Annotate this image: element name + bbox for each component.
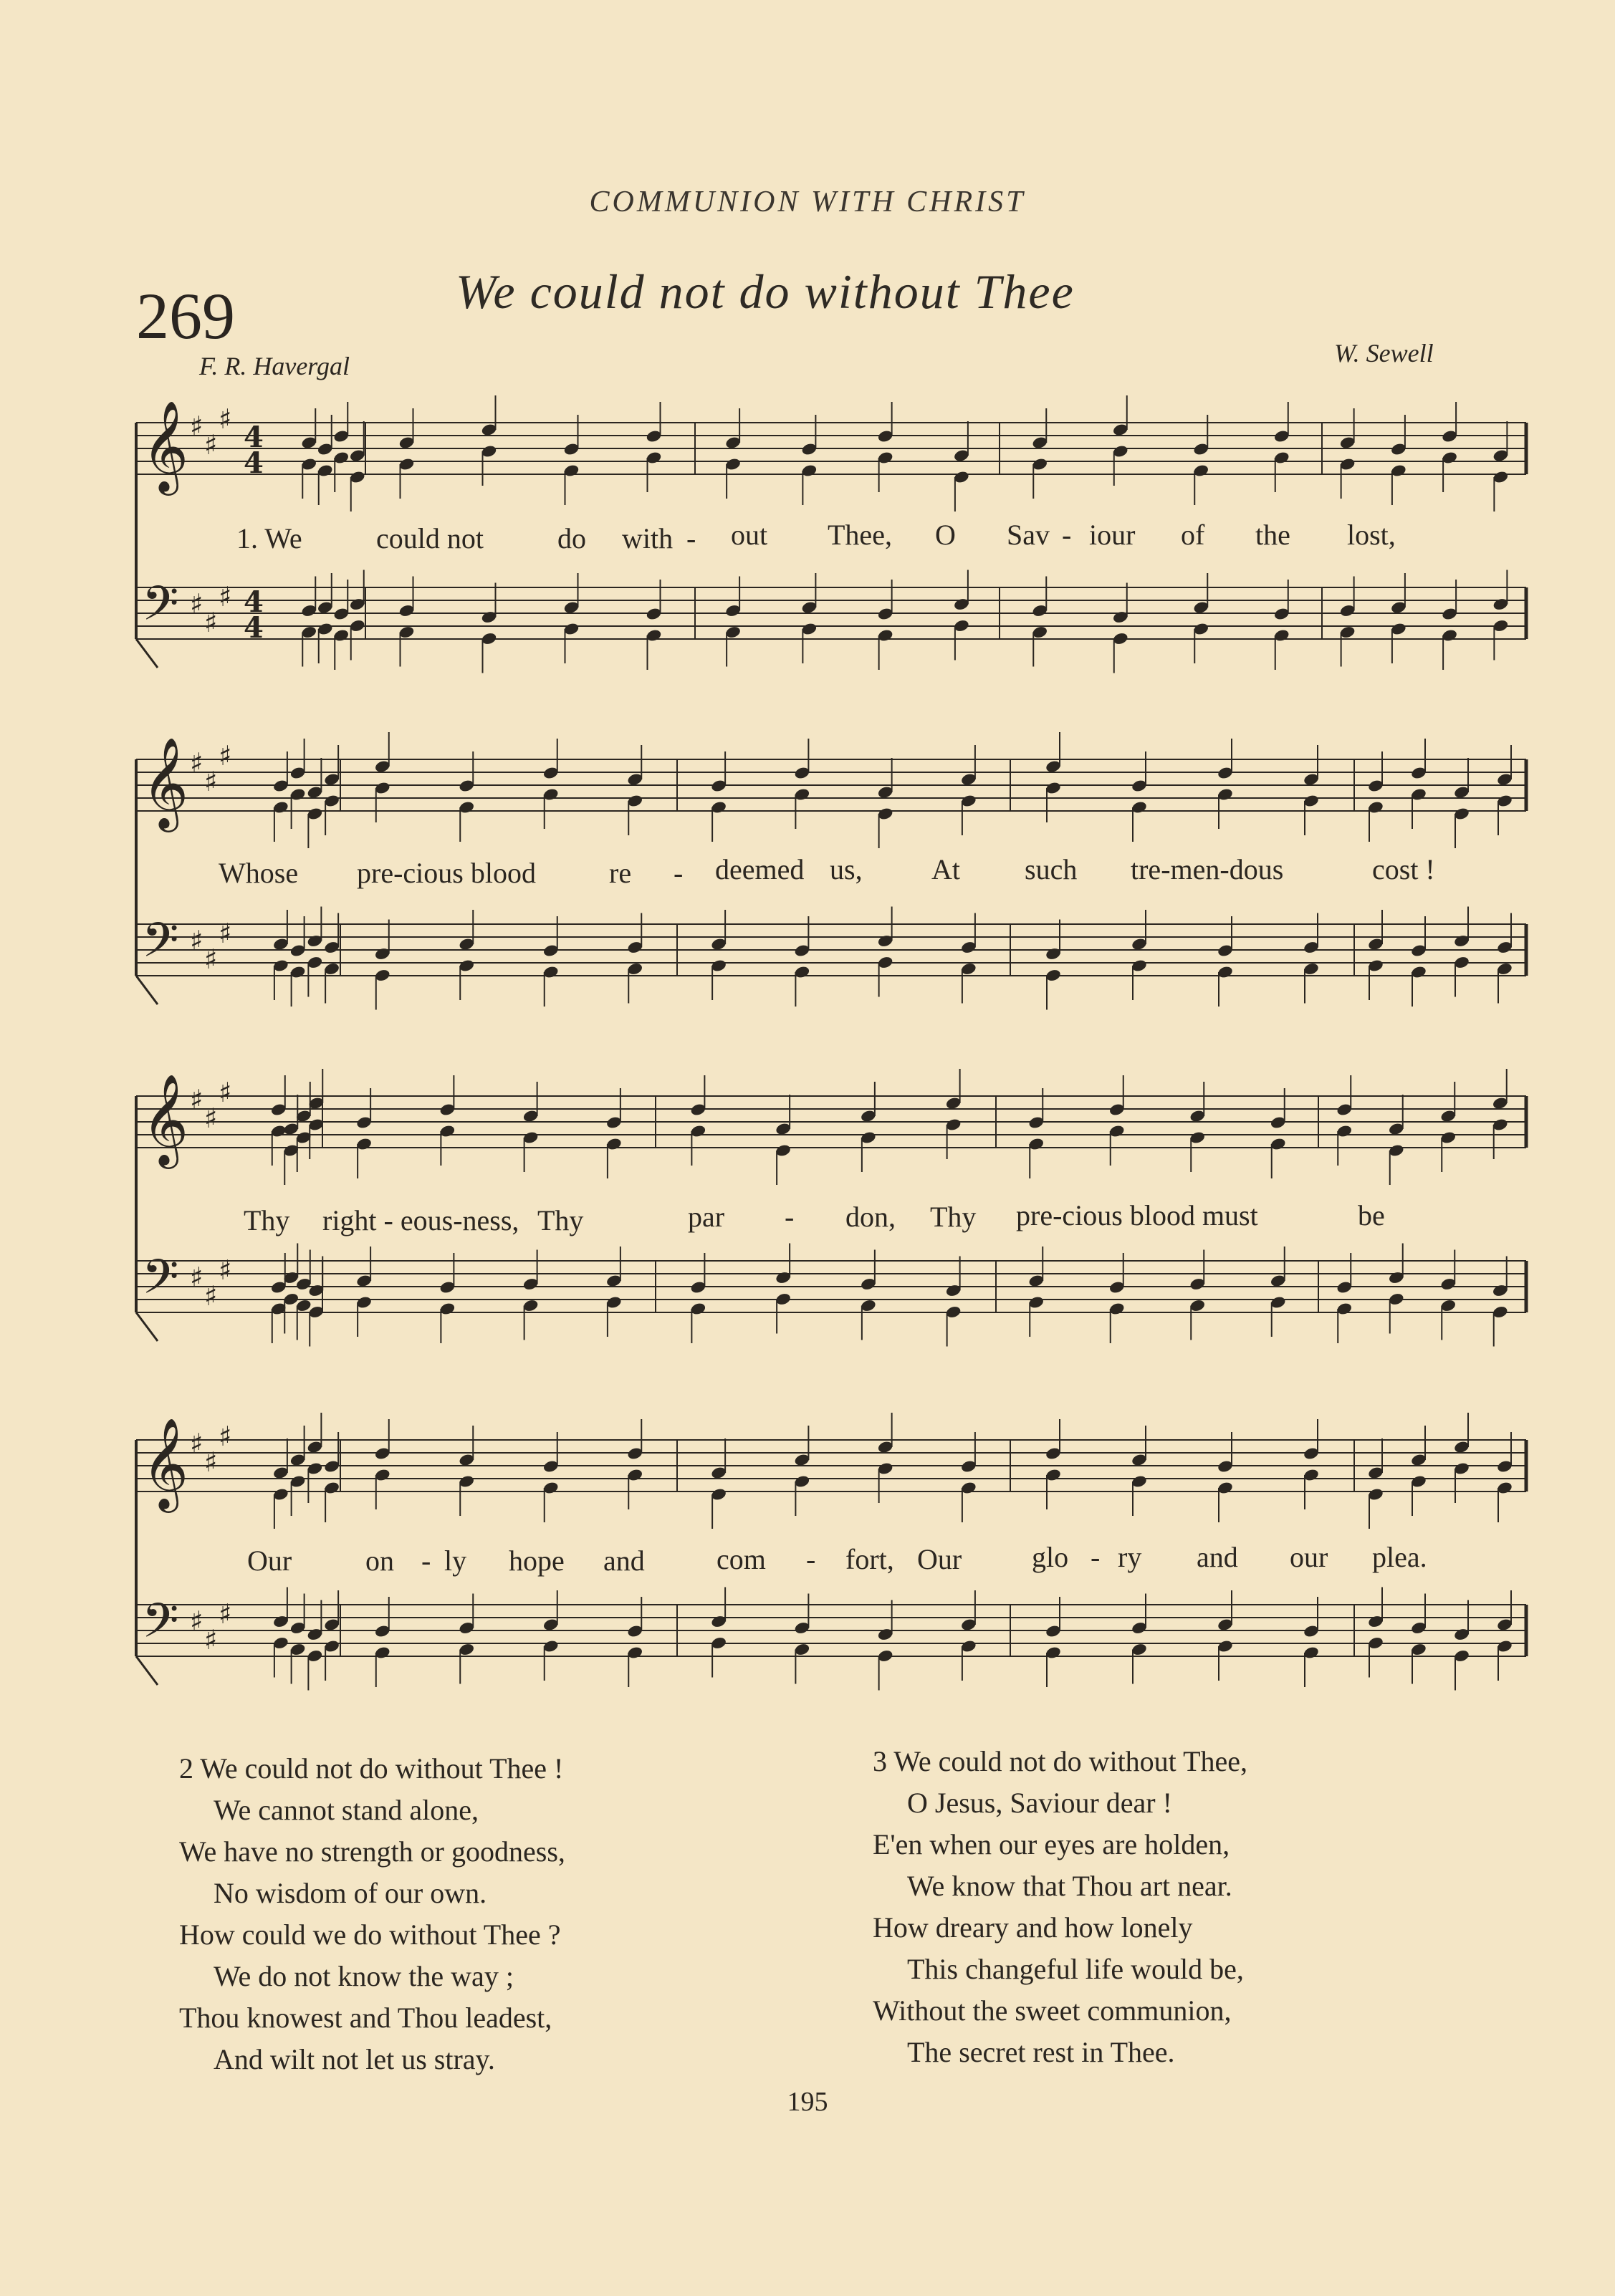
sharp-icon: ♯	[204, 943, 218, 975]
lyric-word: with	[622, 522, 674, 554]
sharp-icon: ♯	[219, 918, 232, 949]
verse-line: How could we do without Thee ?	[179, 1918, 561, 1951]
verse-line: E'en when our eyes are holden,	[873, 1828, 1230, 1860]
music-system-3	[129, 1060, 1533, 1368]
lyric-word: deemed	[715, 853, 805, 885]
verse-line: How dreary and how lonely	[873, 1911, 1193, 1944]
hymn-title: We could not do without Thee	[456, 264, 1075, 319]
lyric-word: plea.	[1372, 1541, 1427, 1573]
lyric-word: Whose	[219, 857, 299, 889]
lyric-word: glo	[1032, 1541, 1069, 1573]
hymn-number: 269	[136, 279, 235, 352]
time-signature-digit: 4	[244, 421, 264, 454]
lyric-word: and	[1197, 1541, 1238, 1573]
verse-line: 2 We could not do without Thee !	[179, 1752, 564, 1785]
lyric-word: such	[1025, 853, 1078, 885]
music-system-4	[129, 1404, 1533, 1712]
composer-credit: W. Sewell	[1334, 339, 1434, 368]
bass-clef-icon: 𝄢	[142, 576, 179, 643]
bracket-tail	[136, 1656, 158, 1685]
lyric-word: our	[1290, 1541, 1328, 1573]
verse-line: O Jesus, Saviour dear !	[907, 1787, 1172, 1819]
treble-clef-icon: 𝄞	[142, 1417, 189, 1509]
lyric-word: right - eous-ness,	[322, 1204, 519, 1236]
sharp-icon: ♯	[219, 403, 232, 435]
lyric-word: pre-cious blood	[357, 857, 536, 889]
lyric-word: Sav	[1007, 519, 1050, 551]
verse-3	[873, 1741, 1247, 2073]
lyric-word: the	[1255, 519, 1290, 551]
verse-line: And wilt not let us stray.	[214, 2043, 495, 2075]
verse-line: Thou knowest and Thou leadest,	[179, 2002, 552, 2034]
sharp-icon: ♯	[190, 410, 203, 442]
lyric-word: be	[1358, 1199, 1385, 1231]
sharp-icon: ♯	[219, 740, 232, 772]
verse-line: The secret rest in Thee.	[907, 2036, 1175, 2068]
lyric-word: hope	[509, 1545, 565, 1577]
bass-clef-icon: 𝄢	[142, 1593, 179, 1660]
verse-line: We know that Thou art near.	[907, 1870, 1232, 1902]
lyric-word: lost,	[1347, 519, 1396, 551]
lyric-word: and	[603, 1545, 645, 1577]
sharp-icon: ♯	[190, 1084, 203, 1115]
sharp-icon: ♯	[204, 1446, 218, 1478]
sharp-icon: ♯	[190, 747, 203, 779]
lyric-word: O	[935, 519, 956, 551]
lyric-word: on	[365, 1545, 394, 1577]
lyric-word: -	[674, 857, 684, 889]
lyric-word: -	[806, 1543, 816, 1575]
verse-line: No wisdom of our own.	[214, 1877, 487, 1909]
lyric-word: iour	[1089, 519, 1136, 551]
bass-clef-icon: 𝄢	[142, 1249, 179, 1316]
lyric-word: out	[731, 519, 768, 551]
lyric-word: par	[688, 1201, 725, 1233]
verse-line: We do not know the way ;	[214, 1960, 514, 1992]
lyric-word: Our	[917, 1543, 962, 1575]
lyric-word: com	[717, 1543, 766, 1575]
sharp-icon: ♯	[190, 1605, 203, 1637]
sharp-icon: ♯	[190, 1428, 203, 1459]
sharp-icon: ♯	[204, 766, 218, 797]
author-credit: F. R. Havergal	[199, 352, 350, 380]
sharp-icon: ♯	[219, 1254, 232, 1286]
lyric-word: do	[557, 522, 586, 554]
lyric-word: Thee,	[828, 519, 892, 551]
verse-2	[179, 1748, 565, 2080]
verse-line: Without the sweet communion,	[873, 1994, 1232, 2027]
lyric-word: ly	[444, 1545, 467, 1577]
music-system-1	[129, 387, 1533, 695]
treble-clef-icon: 𝄞	[142, 736, 189, 828]
verse-line: We cannot stand alone,	[214, 1794, 479, 1826]
lyric-word: of	[1181, 519, 1205, 551]
lyric-word: ry	[1118, 1541, 1142, 1573]
lyric-word: -	[421, 1545, 431, 1577]
lyric-word: fort,	[845, 1543, 894, 1575]
lyric-word: us,	[830, 853, 863, 885]
bracket-tail	[136, 976, 158, 1004]
lyric-word: -	[785, 1201, 795, 1233]
bass-clef-icon: 𝄢	[142, 913, 179, 979]
time-signature-digit: 4	[244, 446, 264, 480]
lyric-word: Our	[247, 1545, 292, 1577]
sharp-icon: ♯	[204, 1624, 218, 1656]
verse-line: We have no strength or goodness,	[179, 1835, 565, 1868]
sharp-icon: ♯	[219, 1421, 232, 1452]
sharp-icon: ♯	[204, 607, 218, 638]
verse-line: This changeful life would be,	[907, 1953, 1244, 1985]
treble-clef-icon: 𝄞	[142, 1073, 189, 1165]
lyric-word: don,	[845, 1201, 896, 1233]
sharp-icon: ♯	[190, 925, 203, 956]
sharp-icon: ♯	[219, 581, 232, 613]
lyric-word: could not	[376, 522, 484, 554]
sharp-icon: ♯	[190, 588, 203, 620]
verse-line: 3 We could not do without Thee,	[873, 1745, 1248, 1777]
time-signature-digit: 4	[244, 611, 264, 645]
lyric-word: -	[686, 522, 696, 554]
treble-clef-icon: 𝄞	[142, 400, 189, 491]
sharp-icon: ♯	[219, 1598, 232, 1630]
lyric-word: re	[609, 857, 632, 889]
lyric-word: cost !	[1372, 853, 1435, 885]
bracket-tail	[136, 1312, 158, 1341]
lyric-word: pre-cious blood must	[1016, 1199, 1258, 1231]
sharp-icon: ♯	[190, 1262, 203, 1293]
sharp-icon: ♯	[219, 1077, 232, 1108]
lyric-word: -	[1062, 519, 1072, 551]
time-signature-digit: 4	[244, 585, 264, 619]
sharp-icon: ♯	[204, 1103, 218, 1134]
lyric-word: -	[1091, 1541, 1101, 1573]
music-system-2	[129, 724, 1533, 1032]
lyric-word: At	[931, 853, 960, 885]
bracket-tail	[136, 639, 158, 668]
lyric-word: 1. We	[236, 522, 302, 554]
section-heading: COMMUNION WITH CHRIST	[589, 186, 1026, 218]
lyric-word: Thy	[244, 1204, 290, 1236]
lyric-word: Thy	[930, 1201, 977, 1233]
sharp-icon: ♯	[204, 429, 218, 461]
lyric-word: Thy	[537, 1204, 584, 1236]
page-number: 195	[787, 2087, 828, 2117]
lyric-word: tre-men-dous	[1131, 853, 1284, 885]
sharp-icon: ♯	[204, 1280, 218, 1312]
